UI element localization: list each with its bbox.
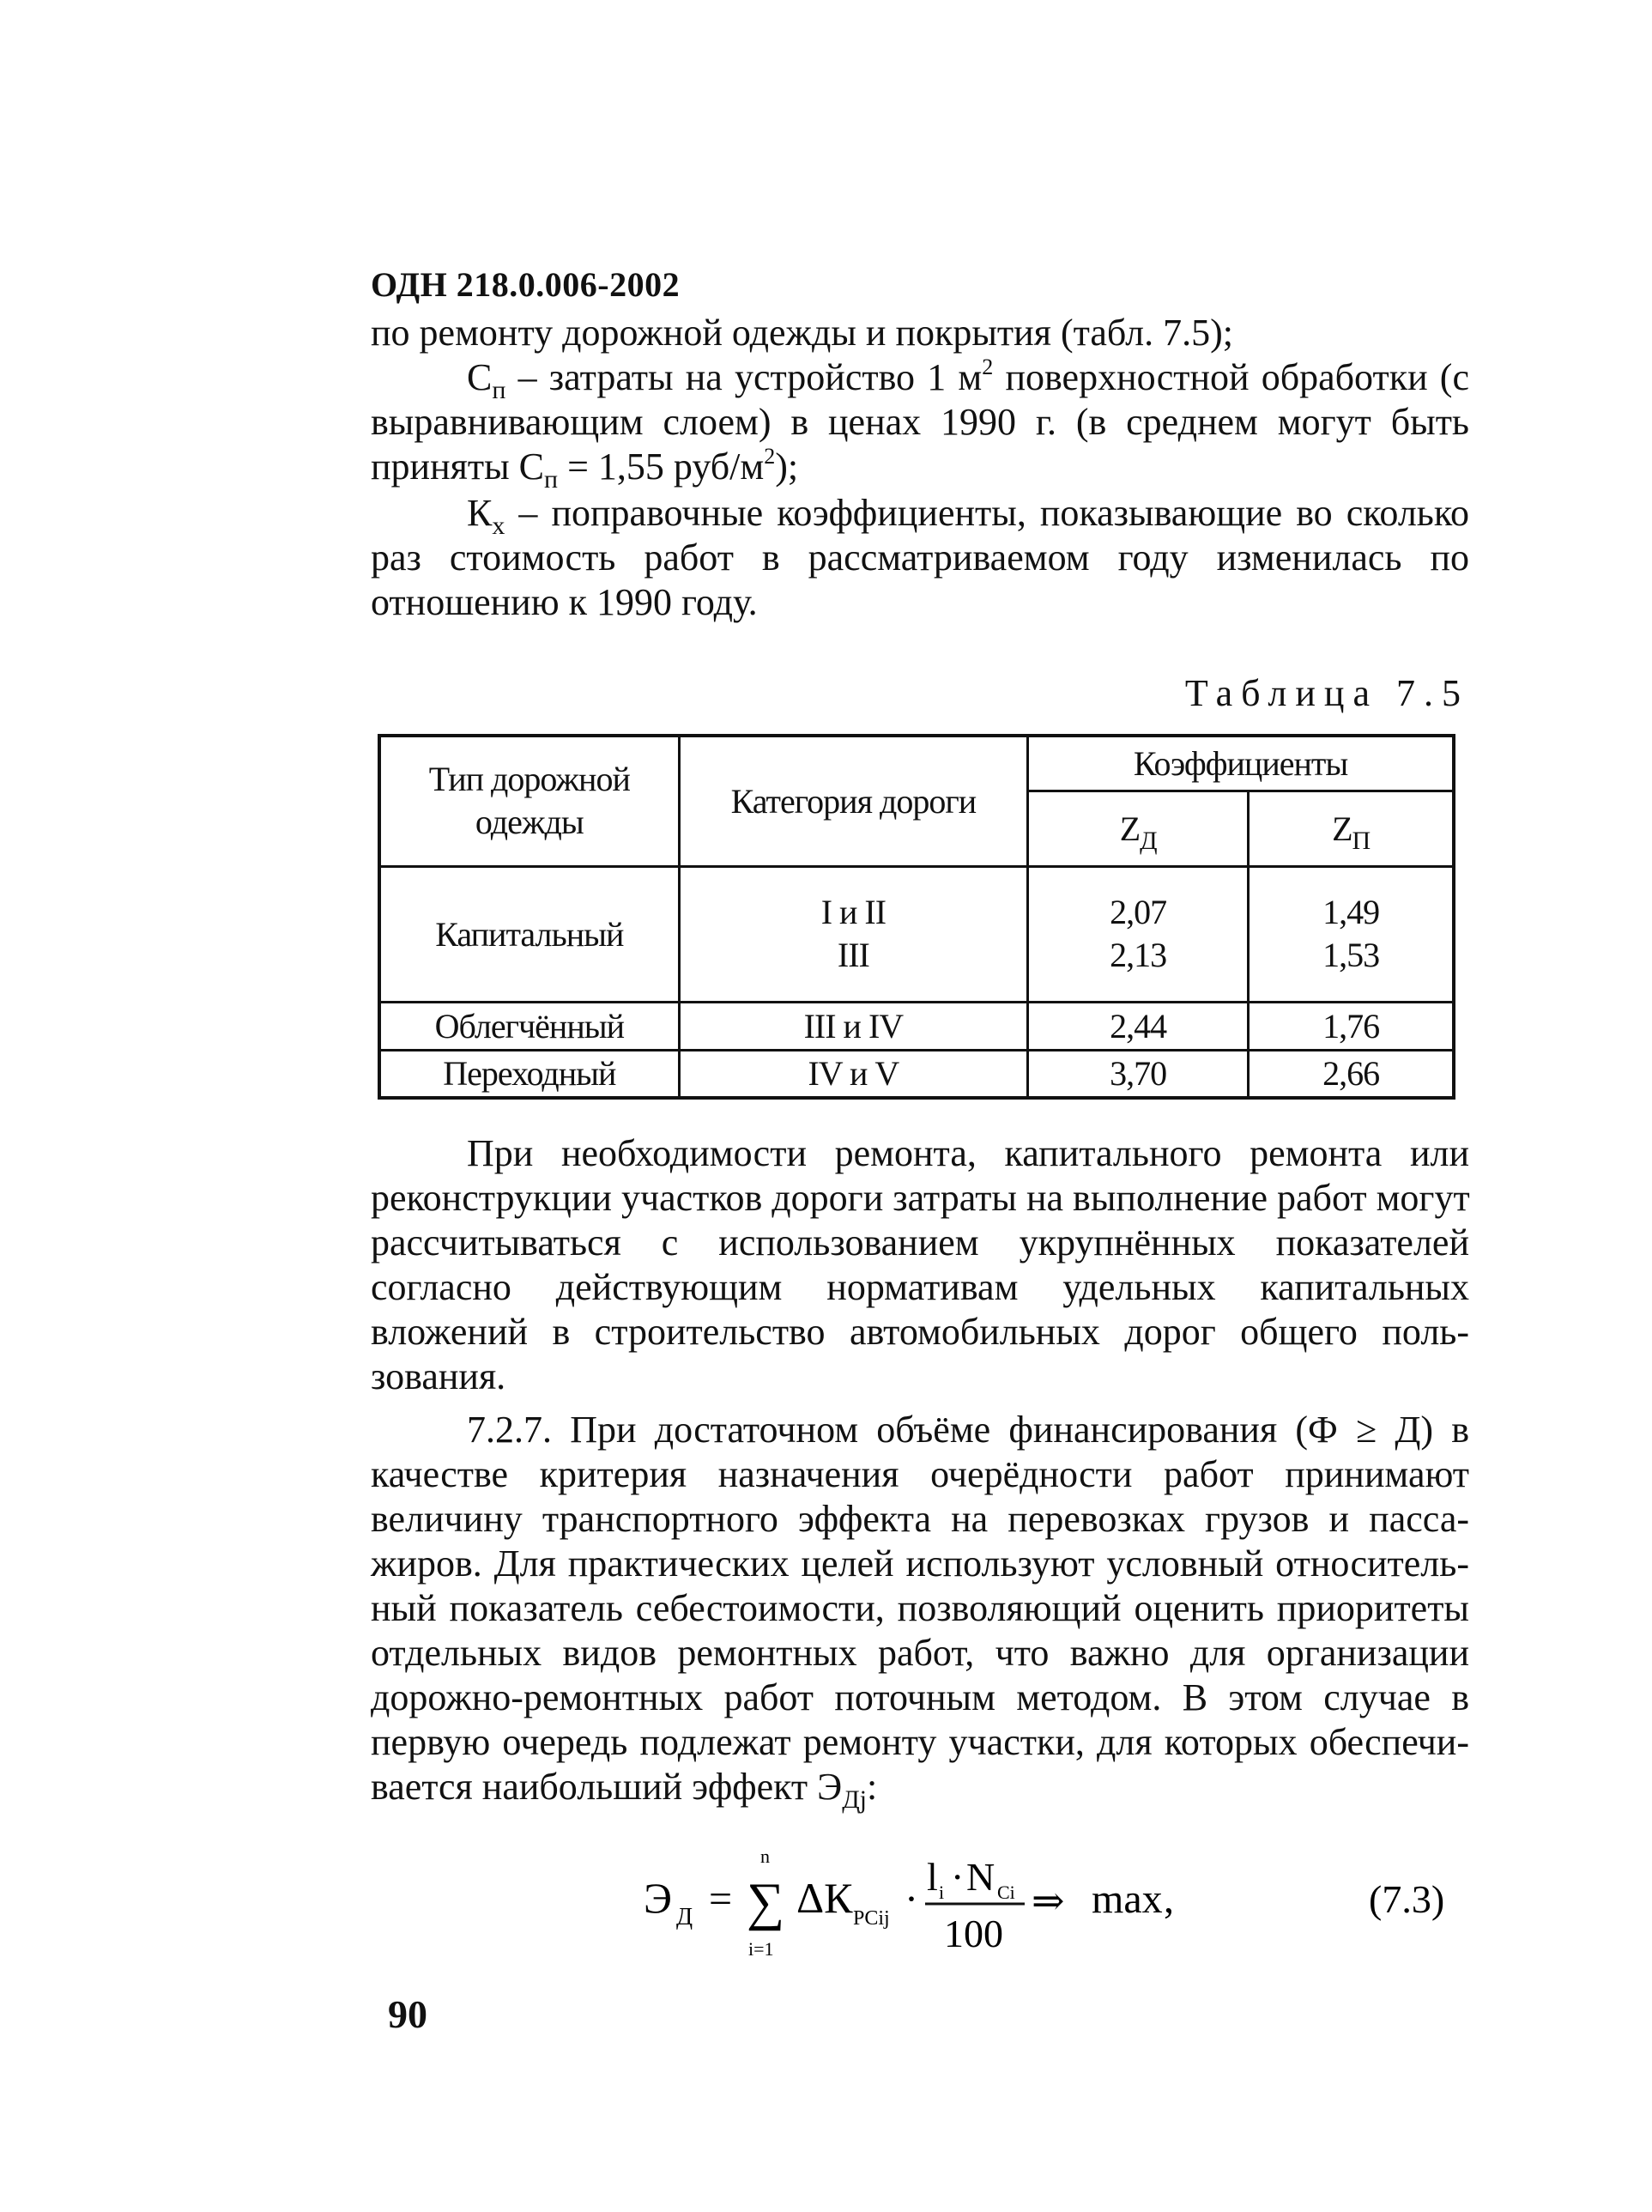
text-line bbox=[371, 355, 1469, 404]
formula-graphic bbox=[644, 1845, 1485, 1974]
text-line: качестве критерия назначения очерёдности работ принимают bbox=[371, 1453, 1469, 1495]
formula-lhs: Э bbox=[644, 1874, 673, 1922]
formula-arrow: ⇒ bbox=[1032, 1879, 1065, 1923]
header-road-category: Категория дороги bbox=[679, 736, 1027, 866]
table-row bbox=[379, 866, 1454, 1002]
formula-number: (7.3) bbox=[1369, 1877, 1445, 1921]
paragraph-continuation bbox=[371, 311, 1469, 355]
cell-text: I и II bbox=[820, 893, 887, 931]
paragraph-cp-definition bbox=[371, 355, 1469, 494]
text-line: ный показатель себестоимости, позволяющий оценить приоритеты bbox=[371, 1587, 1469, 1629]
paragraph-7-2-7 bbox=[371, 1408, 1469, 1814]
cell-zd: 3,70 bbox=[1028, 1050, 1249, 1098]
symbol-subscript: х bbox=[492, 512, 505, 540]
cell-category bbox=[679, 866, 1027, 1002]
text-line: реконструкции участков дороги затраты на выполнение работ могут bbox=[371, 1177, 1470, 1219]
cell-zd: 2,44 bbox=[1028, 1002, 1249, 1050]
superscript: 2 bbox=[764, 444, 776, 469]
table-header-row bbox=[379, 736, 1454, 791]
cell-category: III и IV bbox=[679, 1002, 1027, 1050]
formula-numerator-l: l bbox=[927, 1855, 938, 1899]
cell-text: 1,49 bbox=[1322, 893, 1380, 931]
cell-type: Облегчённый bbox=[379, 1002, 679, 1050]
header-subscript: Д bbox=[1140, 826, 1157, 855]
text-line: вложений в строительство автомобильных дорог общего поль- bbox=[371, 1311, 1469, 1353]
header-zd bbox=[1028, 791, 1249, 866]
text-fragment: вается наибольший эффект Э bbox=[371, 1766, 843, 1808]
formula-sum-upper: n bbox=[760, 1845, 770, 1867]
formula-sum-lower: i=1 bbox=[748, 1938, 774, 1960]
formula-numerator-n: N bbox=[966, 1855, 995, 1899]
text-fragment: приняты С bbox=[371, 445, 545, 488]
header-text: Z bbox=[1119, 809, 1141, 848]
header-text: одежды bbox=[475, 803, 584, 842]
symbol-subscript: п bbox=[544, 465, 559, 494]
table-row bbox=[379, 1050, 1454, 1098]
text-fragment: – затраты на устройство 1 м bbox=[505, 356, 983, 398]
coefficients-table bbox=[378, 734, 1455, 1100]
formula-7-3 bbox=[644, 1845, 1485, 1974]
formula-delta-k-subscript: PCij bbox=[853, 1907, 890, 1930]
formula-lhs-subscript: Д bbox=[676, 1904, 693, 1930]
text-line: зования. bbox=[371, 1355, 506, 1397]
text-line: величину транспортного эффекта на перевозках грузов и пасса- bbox=[371, 1498, 1469, 1540]
text-line: дорожно-ремонтных работ поточным методом. В этом случае в bbox=[371, 1676, 1469, 1718]
cell-text: 1,53 bbox=[1322, 936, 1380, 974]
cell-type: Капитальный bbox=[379, 866, 679, 1002]
text-line: раз стоимость работ в рассматриваемом году изменилась по bbox=[371, 536, 1469, 579]
superscript: 2 bbox=[982, 355, 994, 379]
text-line: по ремонту дорожной одежды и покрытия (табл. 7.5); bbox=[371, 312, 1234, 354]
cell-text: 2,07 bbox=[1110, 893, 1167, 931]
formula-comma: , bbox=[1164, 1876, 1174, 1922]
header-coefficients: Коэффициенты bbox=[1028, 736, 1454, 791]
text-line: При необходимости ремонта, капитального ремонта или bbox=[467, 1132, 1469, 1174]
text-line: выравнивающим слоем) в ценах 1990 г. (в среднем могут быть bbox=[371, 401, 1469, 443]
text-line: согласно действующим нормативам удельных капитальных bbox=[371, 1266, 1469, 1308]
header-zp bbox=[1249, 791, 1454, 866]
text-line bbox=[371, 491, 1469, 540]
formula-denominator: 100 bbox=[944, 1912, 1003, 1955]
cell-text: 2,13 bbox=[1110, 936, 1167, 974]
symbol-subscript: Дj bbox=[842, 1785, 868, 1814]
text-line bbox=[371, 444, 1469, 494]
header-text: Z bbox=[1332, 809, 1352, 848]
text-fragment: ); bbox=[775, 445, 799, 488]
text-line: отдельных видов ремонтных работ, что важно для организации bbox=[371, 1632, 1469, 1674]
formula-max: max bbox=[1092, 1876, 1163, 1922]
text-line: рассчитываться с использованием укрупнённых показателей bbox=[371, 1221, 1469, 1264]
text-line: первую очередь подлежат ремонту участки, для которых обеспечи- bbox=[371, 1721, 1469, 1763]
formula-equals: = bbox=[709, 1876, 733, 1922]
formula-dot: · bbox=[905, 1876, 918, 1922]
text-line: жиров. Для практических целей используют условный относитель- bbox=[371, 1542, 1469, 1585]
cell-text: III bbox=[837, 936, 869, 974]
cell-zd bbox=[1028, 866, 1249, 1002]
document-code-header: ОДН 218.0.006-2002 bbox=[371, 265, 681, 304]
formula-numerator-l-subscript: i bbox=[939, 1882, 945, 1903]
symbol: С bbox=[467, 356, 493, 398]
page-number: 90 bbox=[388, 1992, 427, 2036]
formula-delta-k: ΔК bbox=[796, 1874, 853, 1922]
text-fragment: : bbox=[867, 1766, 878, 1808]
table-caption: Таблица 7.5 bbox=[1184, 672, 1469, 714]
cell-zp bbox=[1249, 866, 1454, 1002]
cell-category: IV и V bbox=[679, 1050, 1027, 1098]
text-line: отношению к 1990 году. bbox=[371, 581, 758, 623]
text-fragment: – поправочные коэффициенты, показывающие во сколько bbox=[505, 492, 1469, 534]
header-subscript: П bbox=[1352, 826, 1371, 855]
text-line: 7.2.7. При достаточном объёме финансирования (Ф ≥ Д) в bbox=[467, 1409, 1469, 1451]
symbol: К bbox=[467, 492, 493, 534]
formula-sum-sign: ∑ bbox=[747, 1873, 785, 1931]
formula-numerator-dot: · bbox=[951, 1855, 965, 1899]
symbol-subscript: п bbox=[492, 376, 506, 404]
text-fragment: поверхностной обработки (с bbox=[993, 356, 1469, 398]
formula-numerator-n-subscript: Ci bbox=[997, 1882, 1015, 1903]
paragraph-repair-costs bbox=[371, 1131, 1469, 1399]
table-row bbox=[379, 1002, 1454, 1050]
cell-type: Переходный bbox=[379, 1050, 679, 1098]
cell-zp: 2,66 bbox=[1249, 1050, 1454, 1098]
cell-zp: 1,76 bbox=[1249, 1002, 1454, 1050]
paragraph-kx-definition bbox=[371, 491, 1469, 625]
header-pavement-type bbox=[379, 736, 679, 866]
text-line bbox=[371, 1765, 1469, 1814]
header-text: Тип дорожной bbox=[428, 760, 630, 799]
text-fragment: = 1,55 руб/м bbox=[558, 445, 765, 488]
